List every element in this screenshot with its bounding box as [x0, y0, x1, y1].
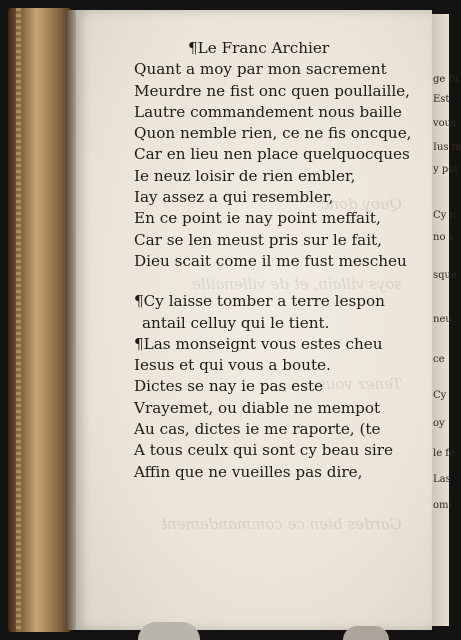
show-through-text: Quoy donc soys villain, et de villenaille Tenez vous Gardes bien ce commandement [161, 195, 402, 533]
verse-line: Lautre commandement nous baille [134, 102, 402, 121]
verse-line: Dictes se nay ie pas este [134, 377, 324, 396]
next-page-edge [432, 14, 461, 626]
fringe-text: vous [433, 118, 457, 129]
verse-line: Affin que ne vueilles pas dire, [134, 462, 363, 481]
verse-line: Quant a moy par mon sacrement [134, 60, 387, 79]
verse-line: A tous ceulx qui sont cy beau sire [134, 441, 393, 460]
fringe-text: ce [433, 354, 445, 365]
fringe-text: Cy [433, 390, 447, 401]
page-text [134, 38, 432, 483]
verse-line: Quon nemble rien, ce ne fis oncque, [134, 124, 412, 143]
page-clip [343, 626, 389, 640]
verse-line: Dieu scait come il me fust mescheu [134, 251, 407, 270]
fringe-text: Las [433, 474, 451, 485]
verse-line: Ie neuz loisir de rien embler, [134, 166, 356, 185]
fringe-text: no s [433, 232, 454, 243]
fringe-text: oy [433, 418, 445, 429]
running-head: ¶Le Franc Archier [188, 39, 330, 57]
verse-line: En ce point ie nay point meffait, [134, 209, 381, 228]
fringe-text: neu [433, 314, 452, 325]
verse-line: Car en lieu nen place quelquocques [134, 145, 410, 164]
verse-line: Car se len meust pris sur le fait, [134, 230, 382, 249]
verse-line: Iay assez a qui resembler, [134, 188, 334, 207]
verse-line: Meurdre ne fist onc quen poullaille, [134, 81, 410, 100]
book-binding-edge [8, 8, 71, 632]
fringe-text: Cy n [433, 210, 456, 221]
fringe-text: y poi [433, 164, 458, 175]
stanza-gap [134, 272, 432, 291]
fringe-text: Est [433, 94, 450, 105]
verse-line: Au cas, dictes ie me raporte, (te [134, 420, 381, 439]
fringe-text: sque [433, 270, 457, 281]
verse-line: Iesus et qui vous a boute. [134, 356, 331, 375]
fringe-text: Ius m [433, 142, 461, 153]
book-page [76, 10, 432, 630]
fringe-text: le fe [433, 448, 455, 459]
stage-direction-continued: antail celluy qui le tient. [142, 313, 330, 332]
fringe-text: omi [433, 500, 452, 511]
stage-direction: ¶Cy laisse tomber a terre lespon [134, 292, 385, 311]
page-clip [138, 622, 200, 640]
fringe-text: ge fu [433, 74, 459, 85]
verse-line: Vrayemet, ou diable ne mempot [134, 398, 381, 417]
verse-line: ¶Las monseignt vous estes cheu [134, 334, 383, 353]
